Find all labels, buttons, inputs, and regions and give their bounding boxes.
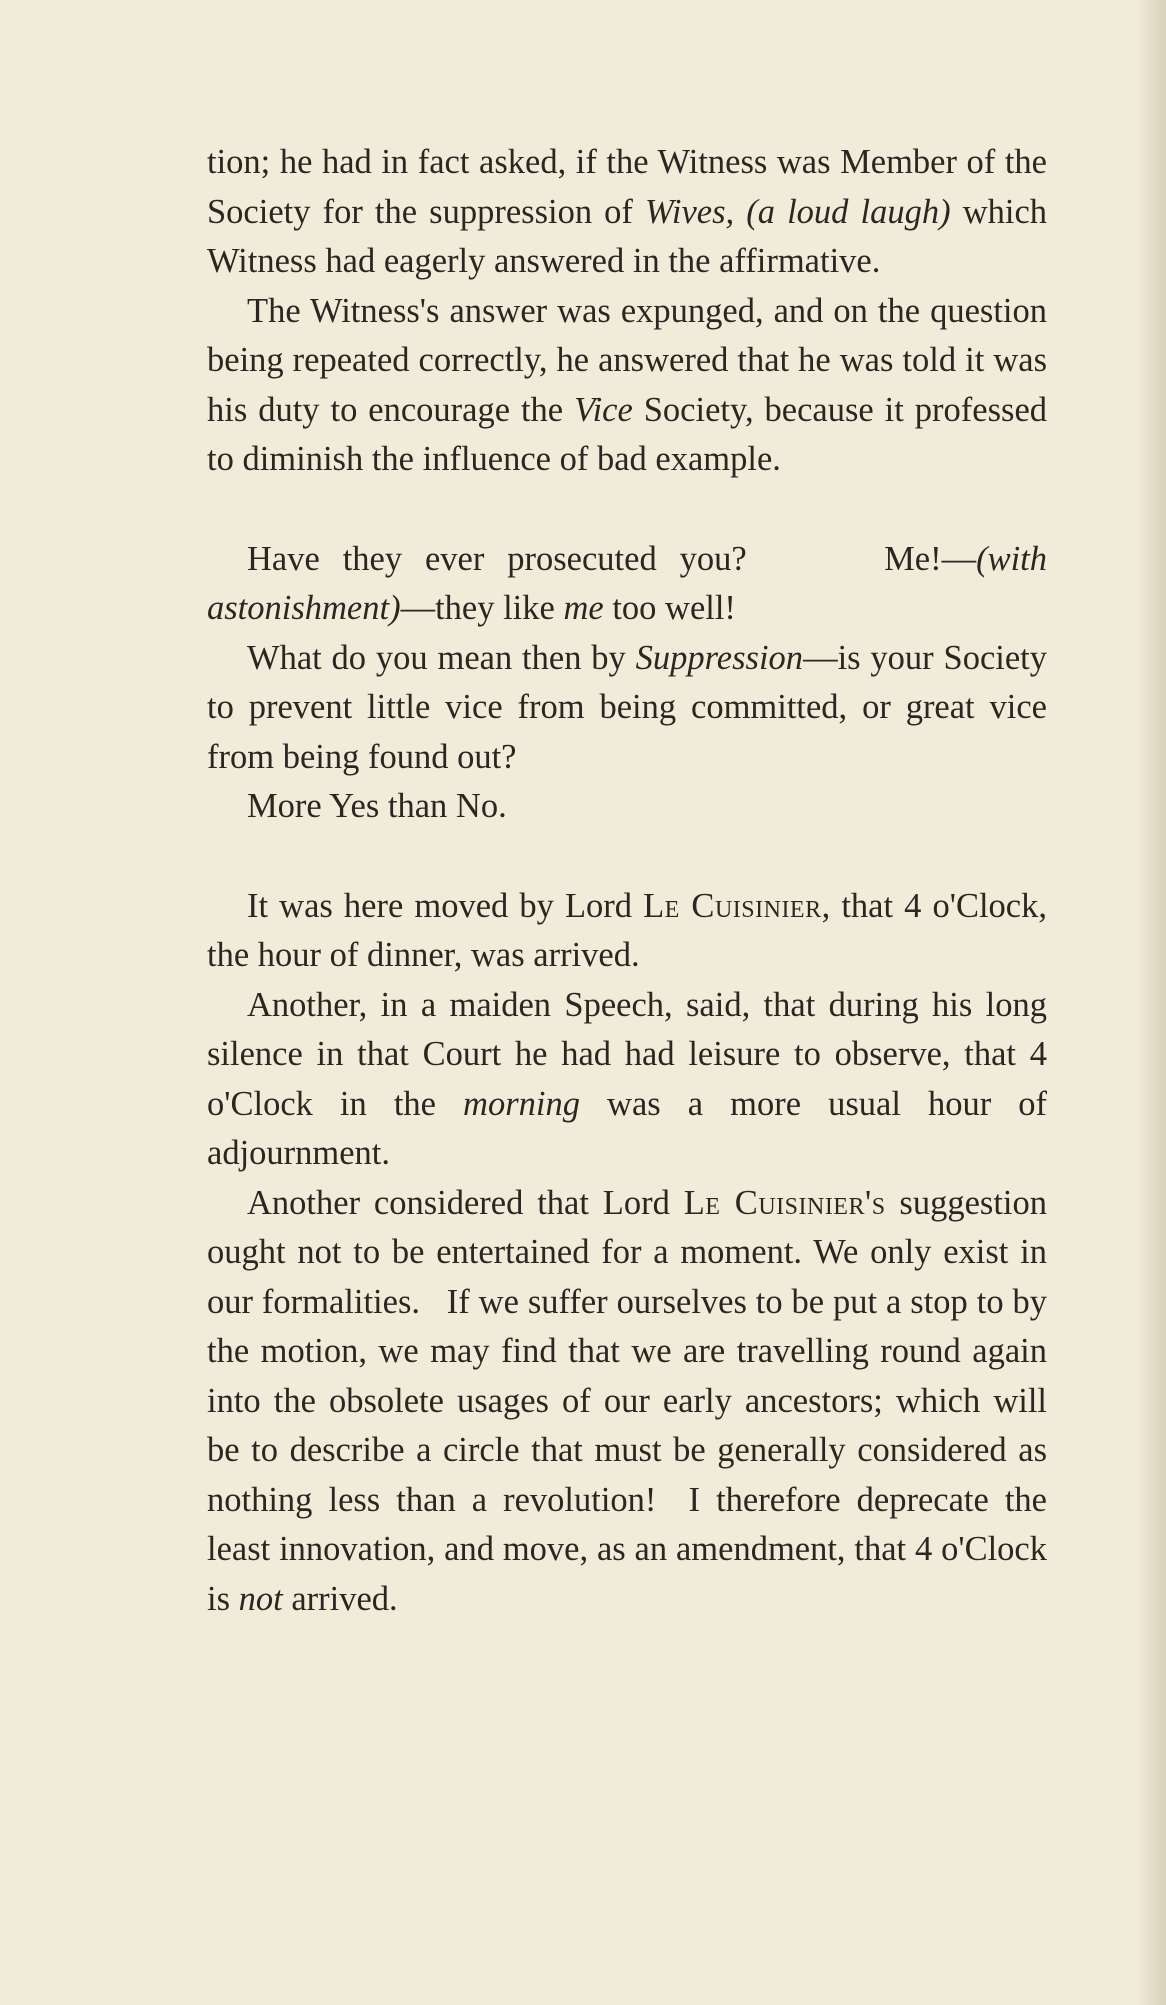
text-run: It was here moved by Lord (247, 886, 644, 925)
text-run: , that 4 o'Clock, the hour of dinner, was arrived. (207, 886, 1047, 974)
text-run: More Yes than No. (247, 787, 507, 825)
italic-run: (with astonishment) (207, 539, 1056, 627)
paragraph-continuation (207, 138, 1047, 287)
text-run: Have they ever prosecuted you? Me!— (247, 539, 977, 578)
text-run: tion; he had in fact asked, if the Witness was Member of the Society for the suppression of (207, 143, 1047, 231)
page-text (207, 138, 1056, 1624)
text-run: Another considered that Lord (247, 1183, 684, 1222)
italic-run: me (563, 589, 604, 627)
paragraph-answer (207, 782, 1047, 832)
smallcaps-run: Le Cuisinier's (683, 1183, 886, 1222)
text-run: Another, in a maiden Speech, said, that during his long silence in that Court he had had leisure to observe, that 4 o'Clock in the (207, 985, 1047, 1123)
paragraph-motion (207, 882, 1047, 981)
text-run: Society, because it professed to diminish the influence of bad example. (207, 390, 1048, 478)
smallcaps-run: Le Cuisinier (643, 886, 822, 925)
text-run: —they like (400, 589, 564, 627)
paragraph-amendment (207, 1179, 1056, 1625)
italic-run: Vice (574, 390, 633, 429)
italic-run: Suppression (635, 638, 804, 677)
italic-run: morning (463, 1084, 580, 1123)
text-run: too well! (603, 589, 736, 627)
text-run: suggestion ought not to be entertained for a moment. We only exist in our formalities. If we suffer ourselves to be put a stop to by the motion, we may find that we are travelling round again into the obsolete usages of our early ancestors; which will be to describe a circle that must be generally considered as nothing less than a revolution! I therefore deprecate the least innovation, and move, as an amendment, that 4 o'Clock is (207, 1183, 1056, 1618)
paragraph-maiden-speech (207, 981, 1047, 1179)
text-run: —is your Society to prevent little vice from being committed, or great vice from being found out? (207, 638, 1047, 776)
text-run: arrived. (282, 1579, 398, 1618)
paragraph-question-prosecuted (207, 535, 1056, 634)
text-run: The Witness's answer was expunged, and on the question being repeated correctly, he answered that he was told it was his duty to encourage the (207, 291, 1047, 429)
text-run: What do you mean then by (247, 638, 636, 677)
page-edge-shadow (1136, 0, 1166, 2005)
italic-run: Wives, (a loud laugh) (645, 192, 951, 231)
paragraph-question-suppression (207, 634, 1047, 783)
text-run: which Witness had eagerly answered in the affirmative. (207, 192, 1048, 280)
paragraph-witness-answer (207, 287, 1047, 485)
text-run: was a more usual hour of adjournment. (207, 1084, 1048, 1172)
italic-run: not (238, 1579, 283, 1618)
